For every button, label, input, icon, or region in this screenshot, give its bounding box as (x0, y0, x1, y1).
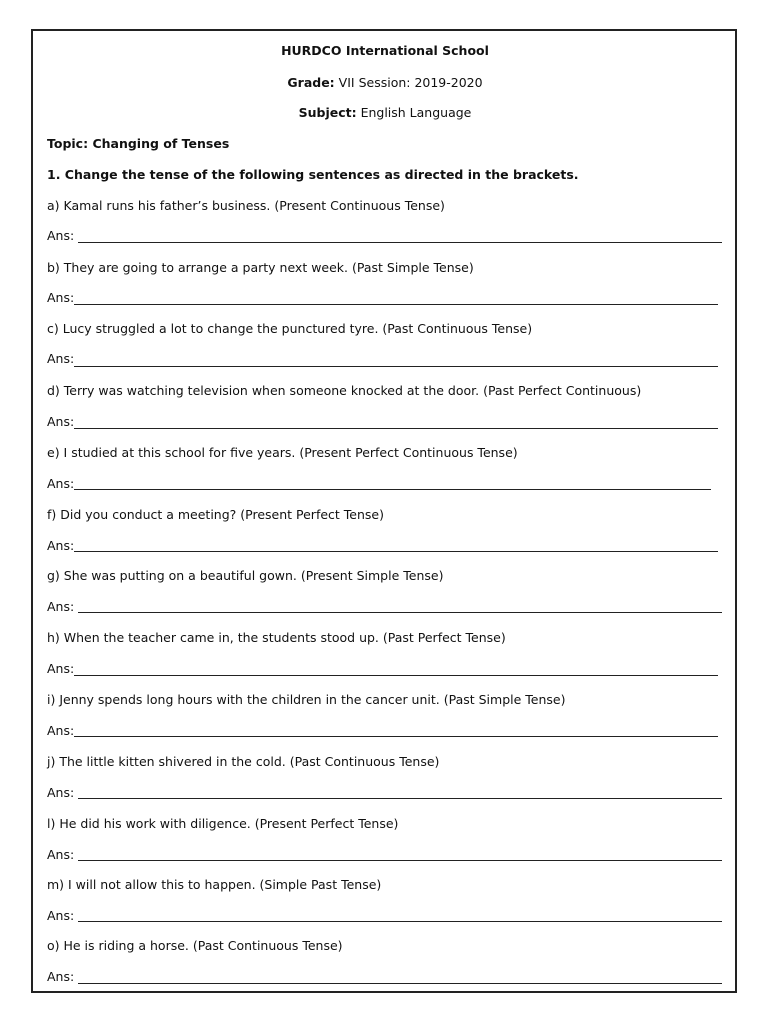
question-h: h) When the teacher came in, the students stood up. (Past Perfect Tense) (47, 630, 506, 645)
question-l: l) He did his work with diligence. (Present Perfect Tense) (47, 816, 399, 831)
answer-line-c[interactable] (74, 366, 718, 367)
answer-label-d: Ans: (47, 414, 75, 429)
topic-heading: Topic: Changing of Tenses (47, 136, 230, 151)
answer-label-f: Ans: (47, 538, 75, 553)
question-g: g) She was putting on a beautiful gown. (Present Simple Tense) (47, 568, 444, 583)
answer-label-g: Ans: (47, 599, 75, 614)
answer-line-l[interactable] (78, 860, 722, 861)
question-m: m) I will not allow this to happen. (Simple Past Tense) (47, 877, 382, 892)
question-a: a) Kamal runs his father’s business. (Present Continuous Tense) (47, 198, 445, 213)
answer-label-b: Ans: (47, 290, 75, 305)
school-name: HURDCO International School (281, 43, 489, 58)
answer-label-c: Ans: (47, 351, 75, 366)
answer-label-a: Ans: (47, 228, 75, 243)
answer-label-h: Ans: (47, 661, 75, 676)
subject-line (0, 105, 770, 121)
answer-line-h[interactable] (74, 675, 718, 676)
answer-line-i[interactable] (74, 736, 718, 737)
answer-label-l: Ans: (47, 847, 75, 862)
answer-line-d[interactable] (74, 428, 718, 429)
subject-label: Subject: (298, 105, 357, 120)
subject-value: English Language (360, 105, 472, 120)
answer-line-e[interactable] (74, 489, 711, 490)
grade-session-line (0, 75, 770, 91)
question-j: j) The little kitten shivered in the cold. (Past Continuous Tense) (47, 754, 440, 769)
answer-label-i: Ans: (47, 723, 75, 738)
answer-line-f[interactable] (74, 551, 718, 552)
question-b: b) They are going to arrange a party next week. (Past Simple Tense) (47, 260, 474, 275)
grade-label: Grade: (287, 75, 335, 90)
instruction: 1. Change the tense of the following sentences as directed in the brackets. (47, 167, 579, 182)
answer-label-m: Ans: (47, 908, 75, 923)
answer-label-o: Ans: (47, 969, 75, 984)
answer-label-j: Ans: (47, 785, 75, 800)
answer-line-j[interactable] (78, 798, 722, 799)
question-o: o) He is riding a horse. (Past Continuous Tense) (47, 938, 343, 953)
question-e: e) I studied at this school for five years. (Present Perfect Continuous Tense) (47, 445, 518, 460)
answer-label-e: Ans: (47, 476, 75, 491)
question-c: c) Lucy struggled a lot to change the punctured tyre. (Past Continuous Tense) (47, 321, 533, 336)
answer-line-g[interactable] (78, 612, 722, 613)
question-d: d) Terry was watching television when someone knocked at the door. (Past Perfect Continuous) (47, 383, 642, 398)
answer-line-a[interactable] (78, 242, 722, 243)
question-i: i) Jenny spends long hours with the children in the cancer unit. (Past Simple Tense) (47, 692, 566, 707)
question-f: f) Did you conduct a meeting? (Present Perfect Tense) (47, 507, 384, 522)
grade-value: VII Session: 2019-2020 (338, 75, 483, 90)
answer-line-m[interactable] (78, 921, 722, 922)
answer-line-b[interactable] (74, 304, 718, 305)
answer-line-o[interactable] (78, 983, 722, 984)
